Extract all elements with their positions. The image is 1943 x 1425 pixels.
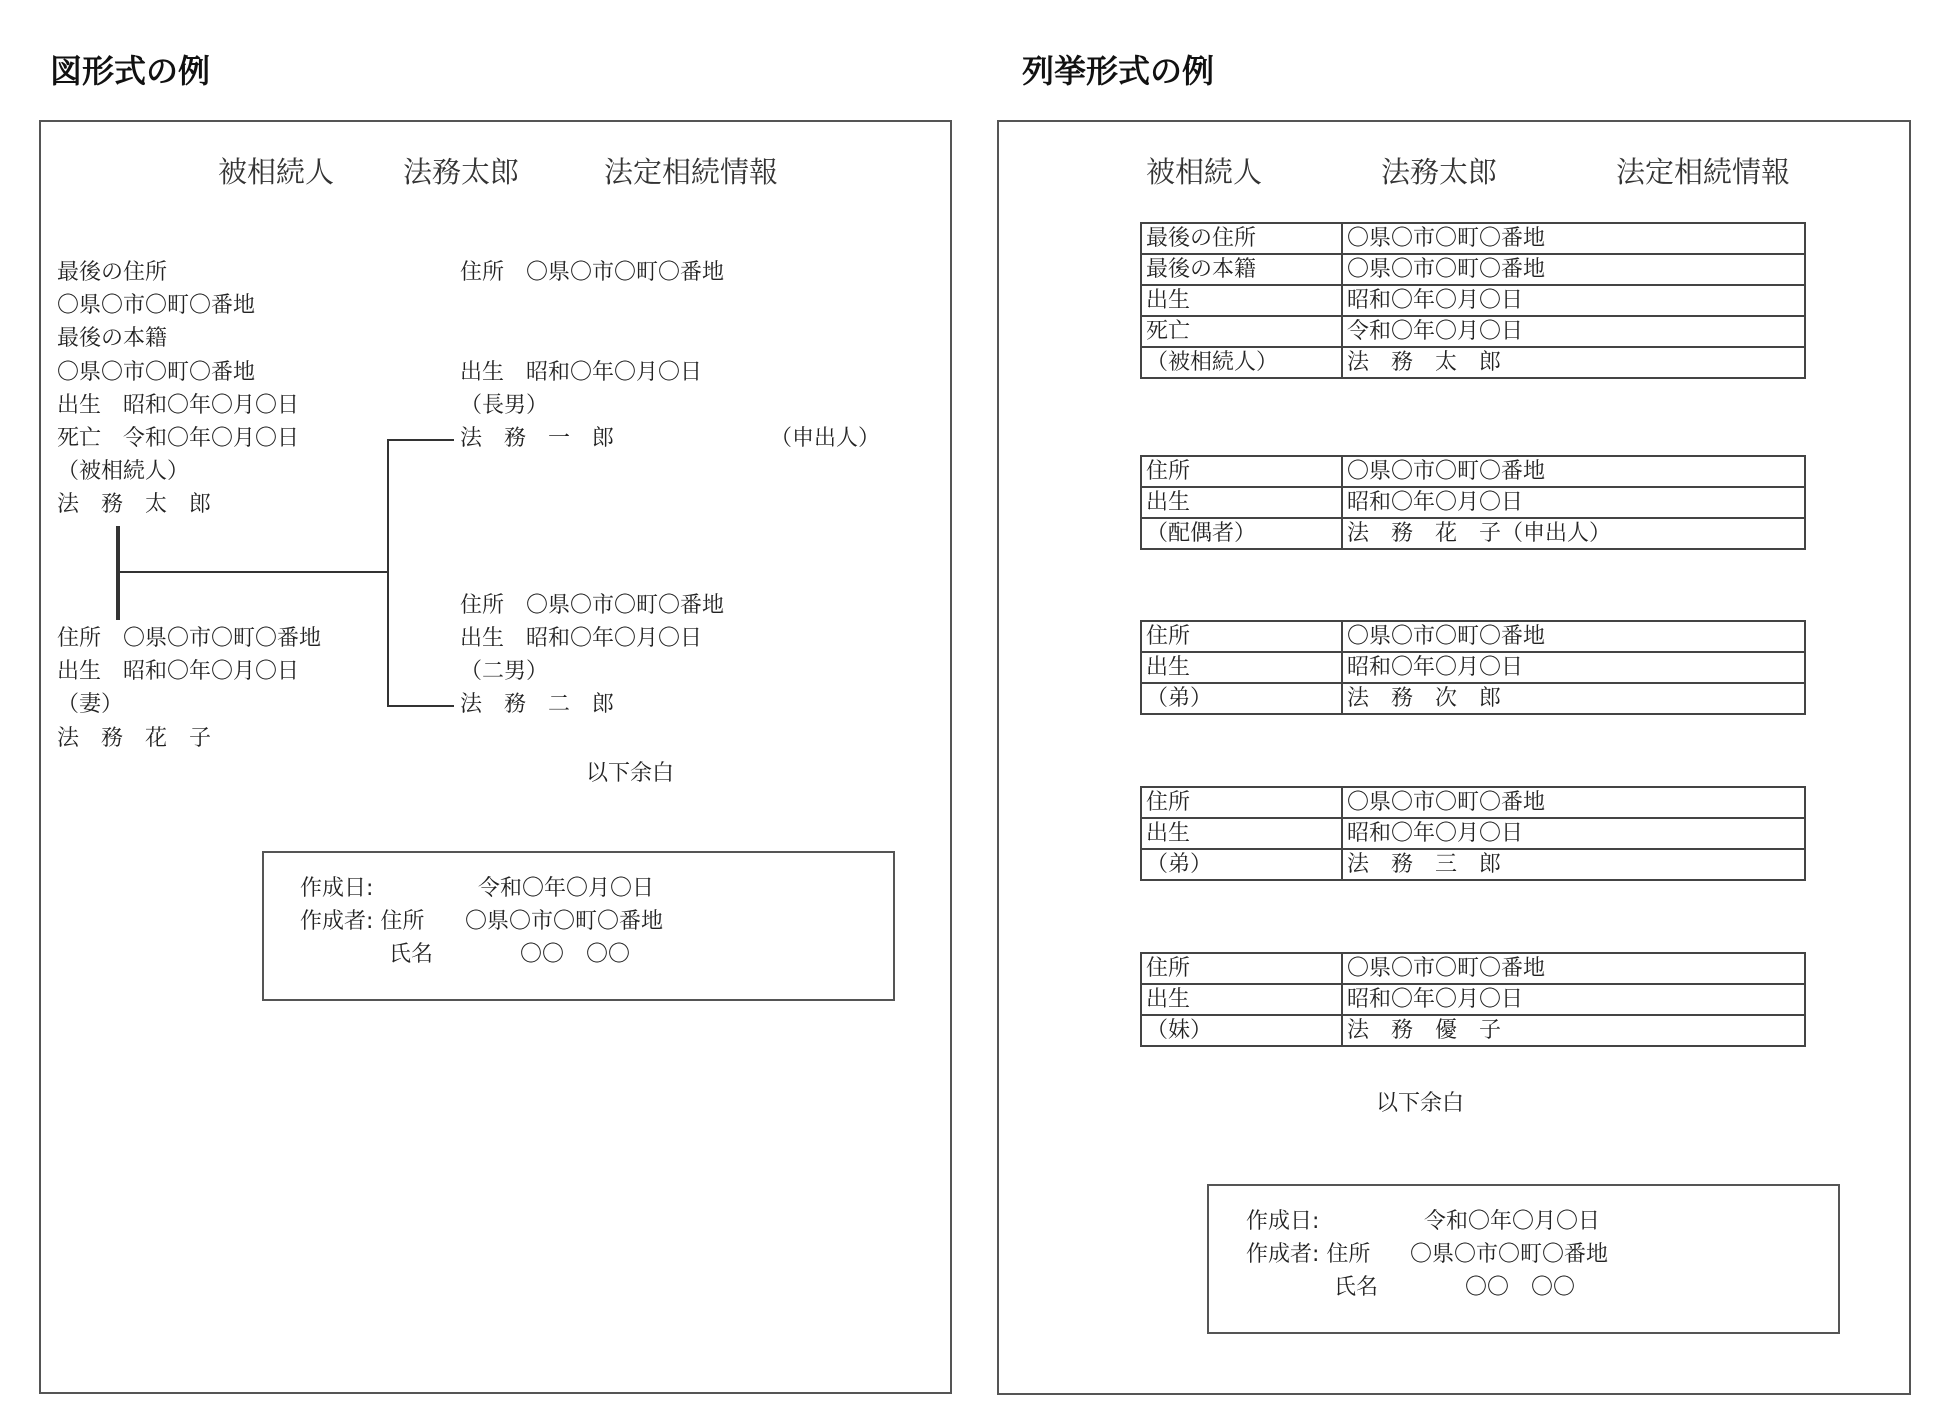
row-label: 出生: [1141, 652, 1342, 683]
children-branch-line: [387, 439, 389, 707]
child2-name: 法 務 二 郎: [460, 692, 615, 717]
row-value: 法 務 花 子（申出人）: [1342, 518, 1805, 549]
right-created-date-label: 作成日:: [1246, 1209, 1320, 1234]
row-label: 出生: [1141, 984, 1342, 1015]
right-created-date-value: 令和〇年〇月〇日: [1424, 1209, 1601, 1234]
row-value: 令和〇年〇月〇日: [1342, 316, 1805, 347]
sibling3-info-table: [1140, 952, 1806, 1047]
right-section-title: 列挙形式の例: [1022, 52, 1215, 90]
table-row: [1141, 223, 1805, 254]
decedent-birth: 出生 昭和〇年〇月〇日: [57, 393, 300, 418]
child2-role: （二男）: [460, 659, 549, 684]
table-row: [1141, 254, 1805, 285]
row-value: 法 務 優 子: [1342, 1015, 1805, 1046]
row-value: 昭和〇年〇月〇日: [1342, 652, 1805, 683]
row-label: 最後の住所: [1141, 223, 1342, 254]
child2-branch-line: [388, 705, 454, 707]
child1-birth: 出生 昭和〇年〇月〇日: [460, 360, 703, 385]
row-value: 〇県〇市〇町〇番地: [1342, 254, 1805, 285]
left-created-date-value: 令和〇年〇月〇日: [478, 876, 655, 901]
spouse-info-table: [1140, 455, 1806, 550]
marriage-line: [116, 526, 120, 620]
left-section-title: 図形式の例: [50, 52, 211, 90]
left-creator-name-value: 〇〇 〇〇: [520, 942, 631, 967]
row-label: （弟）: [1141, 849, 1342, 880]
table-row: [1141, 818, 1805, 849]
table-row: [1141, 953, 1805, 984]
child2-birth: 出生 昭和〇年〇月〇日: [460, 626, 703, 651]
row-label: 出生: [1141, 285, 1342, 316]
right-header-decedent-name: 法務太郎: [1381, 155, 1498, 189]
child1-branch-line: [388, 439, 454, 441]
left-header-decedent-label: 被相続人: [218, 155, 335, 189]
left-creator-name-label: 氏名: [389, 942, 434, 967]
row-label: 住所: [1141, 787, 1342, 818]
left-header-decedent-name: 法務太郎: [403, 155, 520, 189]
left-created-date-label: 作成日:: [300, 876, 374, 901]
decedent-death: 死亡 令和〇年〇月〇日: [57, 426, 300, 451]
row-value: 昭和〇年〇月〇日: [1342, 487, 1805, 518]
spouse-name: 法 務 花 子: [57, 726, 212, 751]
spouse-address: 住所 〇県〇市〇町〇番地: [57, 626, 322, 651]
table-row: [1141, 984, 1805, 1015]
right-creator-name-value: 〇〇 〇〇: [1465, 1275, 1576, 1300]
row-value: 法 務 太 郎: [1342, 347, 1805, 378]
decedent-info-table: [1140, 222, 1806, 379]
row-label: （弟）: [1141, 683, 1342, 714]
row-value: 〇県〇市〇町〇番地: [1342, 621, 1805, 652]
table-row: [1141, 518, 1805, 549]
left-header-doc-title: 法定相続情報: [604, 155, 779, 189]
right-creator-address-label: 作成者: 住所: [1246, 1242, 1371, 1267]
table-row: [1141, 285, 1805, 316]
row-label: （配偶者）: [1141, 518, 1342, 549]
child1-role: （長男）: [460, 393, 549, 418]
row-label: （妹）: [1141, 1015, 1342, 1046]
left-end-note: 以下余白: [586, 761, 675, 786]
left-creator-address-label: 作成者: 住所: [300, 909, 425, 934]
sibling1-info-table: [1140, 620, 1806, 715]
table-row: [1141, 849, 1805, 880]
right-creator-name-label: 氏名: [1334, 1275, 1379, 1300]
table-row: [1141, 621, 1805, 652]
row-label: 出生: [1141, 818, 1342, 849]
spouse-birth: 出生 昭和〇年〇月〇日: [57, 659, 300, 684]
left-creator-address-value: 〇県〇市〇町〇番地: [465, 909, 664, 934]
decedent-honseki-value: 〇県〇市〇町〇番地: [57, 360, 256, 385]
child2-address: 住所 〇県〇市〇町〇番地: [460, 593, 725, 618]
table-row: [1141, 787, 1805, 818]
row-value: 〇県〇市〇町〇番地: [1342, 223, 1805, 254]
right-creator-address-value: 〇県〇市〇町〇番地: [1410, 1242, 1609, 1267]
decedent-role: （被相続人）: [57, 459, 190, 484]
row-label: 住所: [1141, 953, 1342, 984]
right-header-doc-title: 法定相続情報: [1616, 155, 1791, 189]
decedent-address-label: 最後の住所: [57, 260, 168, 285]
right-end-note: 以下余白: [1376, 1091, 1465, 1116]
table-row: [1141, 1015, 1805, 1046]
row-label: 最後の本籍: [1141, 254, 1342, 285]
row-label: 死亡: [1141, 316, 1342, 347]
decedent-name: 法 務 太 郎: [57, 492, 212, 517]
child1-applicant-note: （申出人）: [770, 426, 881, 451]
row-value: 〇県〇市〇町〇番地: [1342, 456, 1805, 487]
row-label: 住所: [1141, 621, 1342, 652]
sibling2-info-table: [1140, 786, 1806, 881]
row-value: 〇県〇市〇町〇番地: [1342, 787, 1805, 818]
child1-address: 住所 〇県〇市〇町〇番地: [460, 260, 725, 285]
table-row: [1141, 347, 1805, 378]
row-label: （被相続人）: [1141, 347, 1342, 378]
table-row: [1141, 487, 1805, 518]
row-value: 昭和〇年〇月〇日: [1342, 984, 1805, 1015]
table-row: [1141, 316, 1805, 347]
right-header-decedent-label: 被相続人: [1146, 155, 1263, 189]
spouse-role: （妻）: [57, 692, 124, 717]
row-value: 昭和〇年〇月〇日: [1342, 285, 1805, 316]
table-row: [1141, 683, 1805, 714]
decedent-address-value: 〇県〇市〇町〇番地: [57, 293, 256, 318]
row-value: 〇県〇市〇町〇番地: [1342, 953, 1805, 984]
row-label: 住所: [1141, 456, 1342, 487]
row-value: 法 務 三 郎: [1342, 849, 1805, 880]
decedent-honseki-label: 最後の本籍: [57, 326, 168, 351]
table-row: [1141, 456, 1805, 487]
child1-name: 法 務 一 郎: [460, 426, 615, 451]
row-value: 法 務 次 郎: [1342, 683, 1805, 714]
row-label: 出生: [1141, 487, 1342, 518]
table-row: [1141, 652, 1805, 683]
descendant-connector-line: [118, 571, 388, 573]
row-value: 昭和〇年〇月〇日: [1342, 818, 1805, 849]
